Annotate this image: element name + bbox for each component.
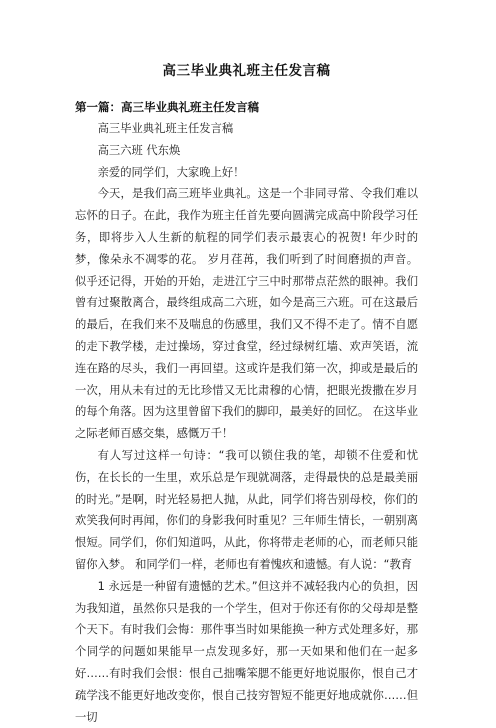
body-paragraph: 1 永远是一种留有遗憾的艺术。”但这并不减轻我内心的负担，因为我知道，虽然你只是我的一个学生，但对于你还有你的父母却是整个天下。有时我们会悔：那件事当时如果能换一种方式处理多好，那个同学的问题如果能早一点发现多好，那一天如果和他们在一起多好……有时我们会恨：恨自己拙嘴笨腮不能更好地说服你，恨自己才疏学浅不能更好地改变你，恨自己技穷智短不能更好地成就你……但一切 — [75, 579, 418, 724]
body-paragraph: 有人写过这样一句诗：“我可以锁住我的笔，却锁不住爱和忧伤，在长长的一生里，欢乐总是乍现就凋落，走得最快的总是最美丽的时光。”是啊，时光轻易把人抛，从此，同学们将告别母校，你们的欢笑我何时再闻，你们的身影我何时重见？三年师生情长，一朝别离恨短。同学们，你们知道吗，从此，你将带走老师的心，而老师只能留你入梦。 和同学们一样，老师也有着愧疚和遗憾。有人说：“教育 — [75, 448, 418, 571]
author-line: 高三六班 代东焕 — [97, 143, 181, 157]
section-heading: 第一篇：高三毕业典礼班主任发言稿 — [75, 100, 259, 114]
document-title: 高三毕业典礼班主任发言稿 — [162, 63, 331, 79]
greeting-line: 亲爱的同学们，大家晚上好！ — [97, 165, 245, 179]
document-subtitle: 高三毕业典礼班主任发言稿 — [97, 122, 234, 135]
body-paragraph: 今天，是我们高三班毕业典礼。这是一个非同寻常、令我们难以忘怀的日子。在此，我作为班主任首先要向圆满完成高中阶段学习任务，即将步入人生新的航程的同学们表示最衷心的祝贺! 年少时的梦，像朵永不凋零的花。 岁月荏苒，我们听到了时间磨损的声音。 似乎还记得，开始的开始，走进江宁三中时那带点茫然的眼神。我们曾有过聚散离合，最终组成高二六班，如今是高三六班。可在这最后的最后，在我们来不及喘息的伤感里，我们又不得不走了。情不自愿的走下教学楼，走过操场，穿过食堂，经过绿树红墙、欢声笑语，流连在路的尽头，我们一再回望。这或许是我们第一次，抑或是最后的一次，用从未有过的无比珍惜又无比肃穆的心情，把眼光拨撒在岁月的每个角落。因为这里曾留下我们的脚印，最美好的回忆。 在这毕业之际老师百感交集，感慨万千！ — [75, 187, 418, 441]
